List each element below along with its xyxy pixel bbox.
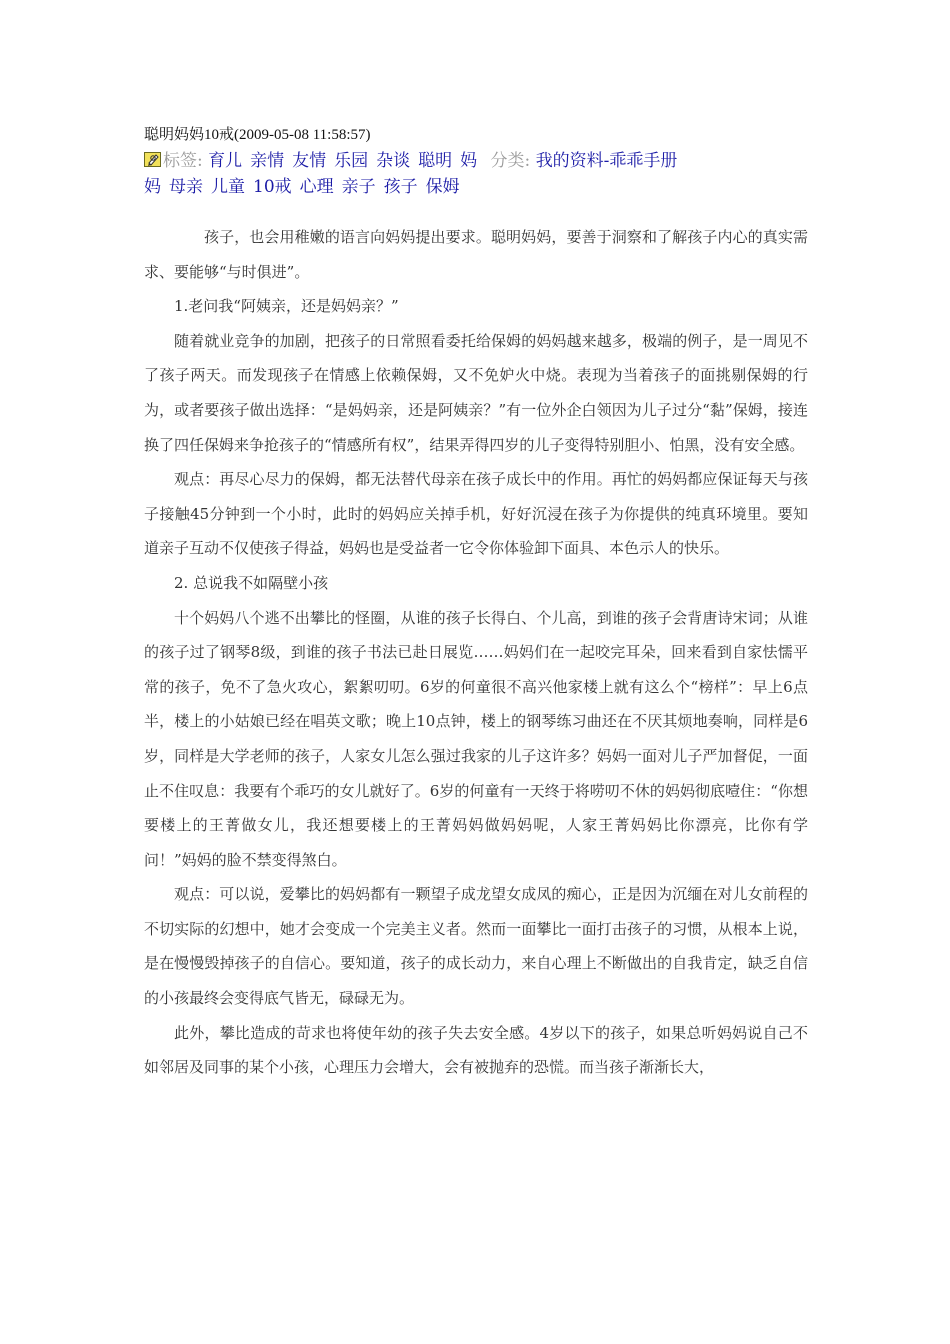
tag-link-youqing[interactable]: 友情 [292,151,327,171]
tag-link-qinqing[interactable]: 亲情 [250,151,285,171]
tag-label: 标签: [163,151,203,171]
paragraph: 随着就业竞争的加剧，把孩子的日常照看委托给保姆的妈妈越来越多，极端的例子，是一周见不了孩子两天。而发现孩子在情感上依赖保姆，又不免妒火中烧。表现为当着孩子的面挑剔保姆的行为，或者要孩子做出选择：“是妈妈亲，还是阿姨亲？”有一位外企白领因为儿子过分“黏”保姆，接连换了四任保姆来争抢孩子的“情感所有权”，结果弄得四岁的儿子变得特别胆小、怕黑，没有安全感。 [144,331,808,454]
tag-link-yuer[interactable]: 育儿 [208,151,243,171]
tag-link-qinzi[interactable]: 亲子 [341,177,376,197]
tag-link-ma-2[interactable]: 妈 [144,177,161,197]
tag-link-ma[interactable]: 妈 [460,151,478,171]
post-title: 聪明妈妈10戒(2009-05-08 11:58:57) [144,127,371,143]
paragraph: 此外，攀比造成的苛求也将使年幼的孩子失去安全感。4岁以下的孩子，如果总听妈妈说自己不如邻居及同事的某个小孩，心理压力会增大，会有被抛弃的恐慌。而当孩子渐渐长大， [144,1023,808,1077]
paragraph: 十个妈妈八个逃不出攀比的怪圈，从谁的孩子长得白、个儿高，到谁的孩子会背唐诗宋词；从谁的孩子过了钢琴8级，到谁的孩子书法已赴日展览……妈妈们在一起咬完耳朵，回来看到自家怯懦平常的孩子，免不了急火攻心，絮絮叨叨。6岁的何童很不高兴他家楼上就有这么个“榜样”：早上6点半，楼上的小姑娘已经在唱英文歌；晚上10点钟，楼上的钢琴练习曲还在不厌其烦地奏响，同样是6岁，同样是大学老师的孩子，人家女儿怎么强过我家的儿子这许多？妈妈一面对儿子严加督促，一面止不住叹息：我要有个乖巧的女儿就好了。6岁的何童有一天终于将唠叨不休的妈妈彻底噎住：“你想要楼上的王菁做女儿，我还想要楼上的王菁妈妈做妈妈呢，人家王菁妈妈比你漂亮，比你有学问！”妈妈的脸不禁变得煞白。 [144,608,808,869]
tag-line [144,148,808,200]
tag-icon [144,152,161,167]
category-link[interactable]: 我的资料-乖乖手册 [535,151,678,171]
blog-post [144,124,808,1085]
tag-link-leyuan[interactable]: 乐园 [334,151,369,171]
section-heading-2: 2. 总说我不如隔壁小孩 [174,573,329,592]
tag-link-congming[interactable]: 聪明 [418,151,453,171]
category-label: 分类: [490,151,531,171]
tag-link-10jie[interactable]: 10戒 [253,177,292,197]
paragraph-viewpoint: 观点：可以说，爱攀比的妈妈都有一颗望子成龙望女成凤的痴心，正是因为沉缅在对儿女前程的不切实际的幻想中，她才会变成一个完美主义者。然而一面攀比一面打击孩子的习惯，从根本上说，是在慢慢毁掉孩子的自信心。要知道，孩子的成长动力，来自心理上不断做出的自我肯定，缺乏自信的小孩最终会变得底气皆无，碌碌无为。 [144,885,808,1008]
post-content [144,220,808,1085]
paragraph-viewpoint: 观点：再尽心尽力的保姆，都无法替代母亲在孩子成长中的作用。再忙的妈妈都应保证每天与孩子接触45分钟到一个小时，此时的妈妈应关掉手机，好好沉浸在孩子为你提供的纯真环境里。要知道亲子互动不仅使孩子得益，妈妈也是受益者一它令你体验卸下面具、本色示人的快乐。 [144,470,808,558]
tag-link-muqin[interactable]: 母亲 [169,177,203,197]
tag-link-haizi[interactable]: 孩子 [383,177,418,197]
paragraph-intro: 孩子，也会用稚嫩的语言向妈妈提出要求。聪明妈妈，要善于洞察和了解孩子内心的真实需求、要能够“与时俱进”。 [144,228,808,281]
section-heading-1: 1.老问我“阿姨亲，还是妈妈亲？” [174,297,399,316]
tag-link-xinli[interactable]: 心理 [299,177,334,197]
tag-link-zatan[interactable]: 杂谈 [376,151,411,171]
tag-link-baomu[interactable]: 保姆 [425,177,460,197]
tag-link-ertong[interactable]: 儿童 [211,177,245,197]
